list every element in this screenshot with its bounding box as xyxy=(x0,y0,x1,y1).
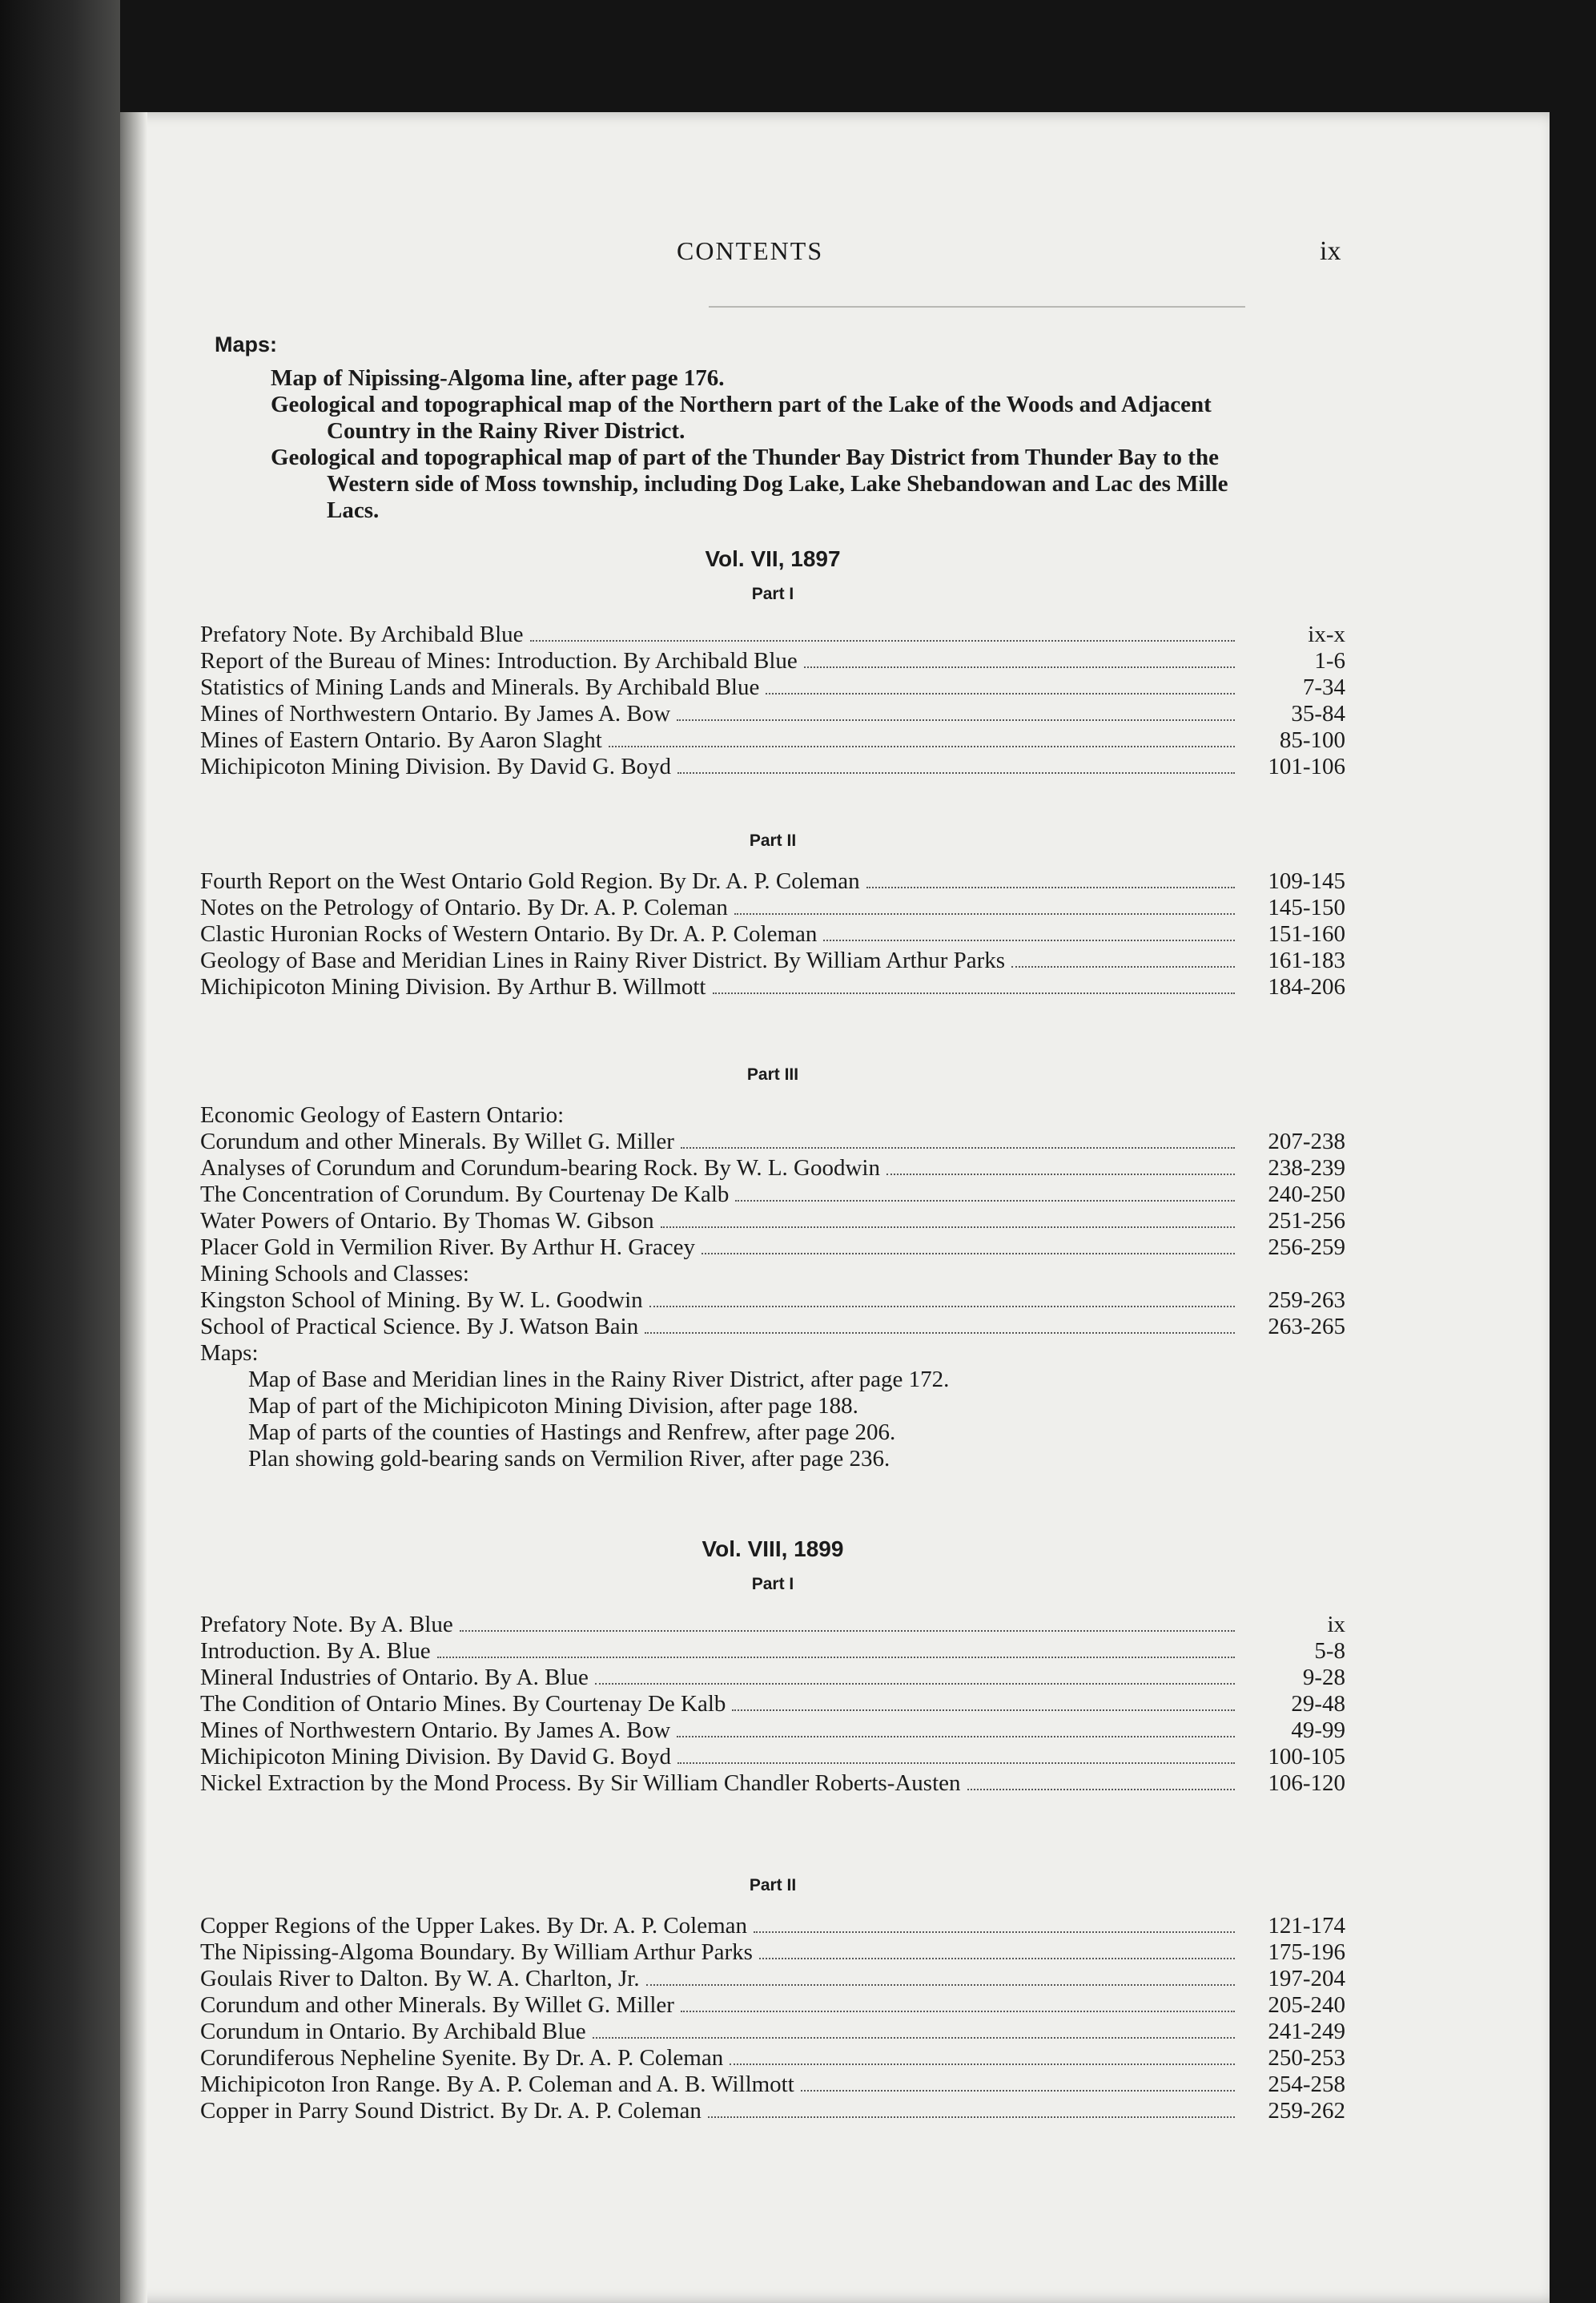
toc-entry-title: Michipicoton Mining Division. By David G. Boyd xyxy=(200,1744,672,1770)
part-heading: Part II xyxy=(749,1876,797,1894)
dot-leader xyxy=(766,693,1235,695)
toc-entry xyxy=(200,1665,1345,1691)
toc-entry-pages: 5-8 xyxy=(1314,1638,1345,1664)
toc-entry-pages: 161-183 xyxy=(1268,948,1345,973)
map-item: Map of Base and Meridian lines in the Rainy River District, after page 172. xyxy=(248,1367,950,1392)
toc-entry-title: Statistics of Mining Lands and Minerals. By Archibald Blue xyxy=(200,674,760,700)
toc-entry-title: Mineral Industries of Ontario. By A. Blue xyxy=(200,1665,589,1690)
map-item: Plan showing gold-bearing sands on Vermilion River, after page 236. xyxy=(248,1446,890,1472)
toc-entry-pages: 254-258 xyxy=(1268,2071,1345,2097)
toc-entry-list xyxy=(200,1913,1345,2124)
toc-entry xyxy=(200,1612,1345,1638)
part-heading: Part I xyxy=(751,1575,794,1593)
dot-leader xyxy=(530,640,1236,642)
toc-entry xyxy=(200,648,1345,674)
toc-entry-list xyxy=(200,1208,1345,1261)
toc-entry xyxy=(200,868,1345,895)
toc-entry xyxy=(200,2098,1345,2124)
toc-entry xyxy=(200,1182,1345,1208)
toc-entry-title: Geology of Base and Meridian Lines in Rainy River District. By William Arthur Parks xyxy=(200,948,1006,973)
toc-entry-pages: 49-99 xyxy=(1291,1717,1345,1743)
dot-leader xyxy=(677,1736,1235,1737)
toc-entry xyxy=(200,1314,1345,1340)
toc-entry-pages: 101-106 xyxy=(1268,754,1345,779)
toc-entry xyxy=(200,1717,1345,1744)
toc-entry xyxy=(200,701,1345,727)
toc-entry-pages: 256-259 xyxy=(1268,1234,1345,1260)
toc-entry-title: Report of the Bureau of Mines: Introduction. By Archibald Blue xyxy=(200,648,798,674)
toc-entry-pages: 29-48 xyxy=(1291,1691,1345,1717)
vol7-part3-section xyxy=(200,1065,1345,1472)
toc-entry-title: Mines of Northwestern Ontario. By James A. Bow xyxy=(200,701,671,727)
toc-entry-title: Introduction. By A. Blue xyxy=(200,1638,431,1664)
toc-entry-title: Water Powers of Ontario. By Thomas W. Gibson xyxy=(200,1208,654,1234)
dot-leader xyxy=(886,1174,1235,1175)
map-item: Map of parts of the counties of Hastings and Renfrew, after page 206. xyxy=(248,1419,896,1445)
map-item: Geological and topographical map of part of the Thunder Bay District from Thunder Bay to the Western side of Moss township, including Dog Lake, Lake Shebandowan and Lac des Mille Lacs. xyxy=(271,445,1228,523)
toc-entry-title: The Condition of Ontario Mines. By Courtenay De Kalb xyxy=(200,1691,726,1717)
page-gutter-shadow xyxy=(120,112,147,2303)
toc-entry-pages: 1-6 xyxy=(1314,648,1345,674)
toc-entry-pages: 205-240 xyxy=(1268,1992,1345,2018)
toc-entry-title: The Concentration of Corundum. By Courtenay De Kalb xyxy=(200,1182,730,1207)
toc-entry-list xyxy=(200,1129,1345,1208)
toc-entry-title: Analyses of Corundum and Corundum-bearing Rock. By W. L. Goodwin xyxy=(200,1155,880,1181)
map-item: Map of part of the Michipicoton Mining Division, after page 188. xyxy=(248,1393,858,1419)
part-heading: Part III xyxy=(746,1065,799,1084)
dot-leader xyxy=(649,1306,1235,1307)
toc-entry xyxy=(200,974,1345,1001)
toc-entry xyxy=(200,895,1345,921)
toc-entry xyxy=(200,1691,1345,1717)
dot-leader xyxy=(677,719,1235,721)
vol8-part2-section xyxy=(200,1876,1345,2124)
toc-entry xyxy=(200,1129,1345,1155)
toc-entry xyxy=(200,622,1345,648)
dot-leader xyxy=(713,992,1236,994)
toc-entry-pages: 197-204 xyxy=(1268,1966,1345,1991)
dot-leader xyxy=(595,1683,1235,1685)
dot-leader xyxy=(437,1657,1235,1658)
toc-entry xyxy=(200,1939,1345,1966)
page-number: ix xyxy=(1320,236,1341,266)
toc-entry-pages: 207-238 xyxy=(1268,1129,1345,1154)
part-heading: Part I xyxy=(751,585,794,603)
toc-entry xyxy=(200,1287,1345,1314)
toc-entry-pages: 151-160 xyxy=(1268,921,1345,947)
dot-leader xyxy=(645,1332,1235,1334)
map-item: Geological and topographical map of the Northern part of the Lake of the Woods and Adjacent Country in the Rainy River District. xyxy=(271,392,1212,444)
toc-entry-pages: 9-28 xyxy=(1302,1665,1345,1690)
toc-entry xyxy=(200,1966,1345,1992)
toc-entry-pages: 7-34 xyxy=(1302,674,1345,700)
toc-entry-pages: 259-263 xyxy=(1268,1287,1345,1313)
toc-entry-title: Mines of Eastern Ontario. By Aaron Slaght xyxy=(200,727,602,753)
toc-entry-pages: 263-265 xyxy=(1268,1314,1345,1339)
toc-entry-title: Prefatory Note. By A. Blue xyxy=(200,1612,453,1637)
dot-leader xyxy=(681,2011,1235,2012)
toc-entry-pages: 175-196 xyxy=(1268,1939,1345,1965)
toc-entry-pages: 109-145 xyxy=(1268,868,1345,894)
toc-entry-pages: 250-253 xyxy=(1268,2045,1345,2071)
toc-entry-title: Clastic Huronian Rocks of Western Ontario. By Dr. A. P. Coleman xyxy=(200,921,818,947)
toc-entry-list xyxy=(200,1612,1345,1797)
toc-entry-title: Prefatory Note. By Archibald Blue xyxy=(200,622,524,647)
toc-entry xyxy=(200,2019,1345,2045)
volume-heading: Vol. VII, 1897 xyxy=(705,546,841,571)
dot-leader xyxy=(677,772,1235,774)
dot-leader xyxy=(967,1789,1235,1790)
maps-label: Maps: xyxy=(200,1340,259,1366)
scan-left-edge xyxy=(0,0,120,2303)
toc-entry xyxy=(200,948,1345,974)
dot-leader xyxy=(646,1984,1235,1986)
toc-entry-title: Corundiferous Nepheline Syenite. By Dr. A. P. Coleman xyxy=(200,2045,724,2071)
map-item: Map of Nipissing-Algoma line, after page 176. xyxy=(271,365,725,391)
dot-leader xyxy=(1011,966,1235,968)
toc-entry-list xyxy=(200,868,1345,1001)
dot-leader xyxy=(677,1762,1235,1764)
dot-leader xyxy=(823,940,1235,941)
toc-entry xyxy=(200,1770,1345,1797)
dot-leader xyxy=(801,2090,1235,2092)
toc-entry-pages: 85-100 xyxy=(1279,727,1345,753)
toc-entry-pages: 184-206 xyxy=(1268,974,1345,1000)
dot-leader xyxy=(460,1630,1235,1632)
toc-entry xyxy=(200,1638,1345,1665)
toc-entry-pages: 100-105 xyxy=(1268,1744,1345,1770)
dot-leader xyxy=(759,1958,1235,1959)
toc-entry xyxy=(200,2045,1345,2071)
toc-entry xyxy=(200,674,1345,701)
toc-entry-title: Notes on the Petrology of Ontario. By Dr. A. P. Coleman xyxy=(200,895,728,920)
vol7-part2-section xyxy=(200,831,1345,1001)
toc-entry-title: The Nipissing-Algoma Boundary. By William Arthur Parks xyxy=(200,1939,753,1965)
toc-entry xyxy=(200,1913,1345,1939)
toc-entry xyxy=(200,754,1345,780)
page-header-title: CONTENTS xyxy=(677,236,824,265)
toc-entry-title: Michipicoton Mining Division. By Arthur B. Willmott xyxy=(200,974,706,1000)
toc-entry-title: Mines of Northwestern Ontario. By James A. Bow xyxy=(200,1717,671,1743)
dot-leader xyxy=(754,1931,1235,1933)
part-heading: Part II xyxy=(749,831,797,850)
toc-entry-pages: 238-239 xyxy=(1268,1155,1345,1181)
dot-leader xyxy=(708,2116,1235,2118)
dot-leader xyxy=(732,1709,1235,1711)
toc-entry-title: Kingston School of Mining. By W. L. Goodwin xyxy=(200,1287,643,1313)
toc-entry-title: Goulais River to Dalton. By W. A. Charlton, Jr. xyxy=(200,1966,640,1991)
toc-entry-title: Michipicoton Iron Range. By A. P. Coleman and A. B. Willmott xyxy=(200,2071,794,2097)
toc-entry xyxy=(200,1744,1345,1770)
toc-entry-list xyxy=(200,622,1345,780)
economic-geology-label: Economic Geology of Eastern Ontario: xyxy=(200,1102,565,1128)
toc-entry-pages: 240-250 xyxy=(1268,1182,1345,1207)
dot-leader xyxy=(593,2037,1235,2039)
header-rule xyxy=(709,306,1245,308)
toc-entry-pages: 106-120 xyxy=(1268,1770,1345,1796)
mining-schools-label: Mining Schools and Classes: xyxy=(200,1261,469,1286)
toc-entry-pages: 241-249 xyxy=(1268,2019,1345,2044)
toc-entry-title: Corundum and other Minerals. By Willet G. Miller xyxy=(200,1129,674,1154)
maps-label: Maps: xyxy=(215,332,278,356)
toc-entry xyxy=(200,727,1345,754)
dot-leader xyxy=(804,666,1235,668)
toc-entry-title: Copper in Parry Sound District. By Dr. A. P. Coleman xyxy=(200,2098,702,2124)
toc-entry-pages: ix-x xyxy=(1308,622,1345,647)
toc-entry xyxy=(200,1208,1345,1234)
toc-entry-title: Michipicoton Mining Division. By David G. Boyd xyxy=(200,754,672,779)
dot-leader xyxy=(730,2063,1235,2065)
toc-entry-pages: 251-256 xyxy=(1268,1208,1345,1234)
toc-entry-pages: 35-84 xyxy=(1291,701,1345,727)
maps-section xyxy=(215,332,1256,524)
volume-heading: Vol. VIII, 1899 xyxy=(702,1536,844,1561)
toc-entry-pages: 121-174 xyxy=(1268,1913,1345,1939)
dot-leader xyxy=(734,913,1235,915)
toc-entry xyxy=(200,921,1345,948)
vol8-part1-section xyxy=(200,1536,1345,1797)
dot-leader xyxy=(866,887,1235,888)
toc-entry-title: Nickel Extraction by the Mond Process. By Sir William Chandler Roberts-Austen xyxy=(200,1770,961,1796)
dot-leader xyxy=(609,746,1235,747)
toc-entry-title: Corundum in Ontario. By Archibald Blue xyxy=(200,2019,586,2044)
toc-entry-pages: ix xyxy=(1327,1612,1345,1637)
toc-entry xyxy=(200,1992,1345,2019)
dot-leader xyxy=(681,1147,1235,1149)
toc-entry xyxy=(200,2071,1345,2098)
dot-leader xyxy=(735,1200,1235,1202)
toc-entry-pages: 145-150 xyxy=(1268,895,1345,920)
toc-entry xyxy=(200,1234,1345,1261)
toc-entry-title: Corundum and other Minerals. By Willet G. Miller xyxy=(200,1992,674,2018)
toc-entry xyxy=(200,1155,1345,1182)
toc-entry-pages: 259-262 xyxy=(1268,2098,1345,2124)
toc-entry-title: Placer Gold in Vermilion River. By Arthur H. Gracey xyxy=(200,1234,696,1260)
dot-leader xyxy=(661,1226,1235,1228)
toc-entry-title: Copper Regions of the Upper Lakes. By Dr. A. P. Coleman xyxy=(200,1913,748,1939)
toc-entry-title: Fourth Report on the West Ontario Gold Region. By Dr. A. P. Coleman xyxy=(200,868,860,894)
toc-entry-list xyxy=(200,1287,1345,1340)
toc-entry-title: School of Practical Science. By J. Watson Bain xyxy=(200,1314,639,1339)
dot-leader xyxy=(702,1253,1235,1254)
vol7-part1-section xyxy=(200,546,1345,780)
